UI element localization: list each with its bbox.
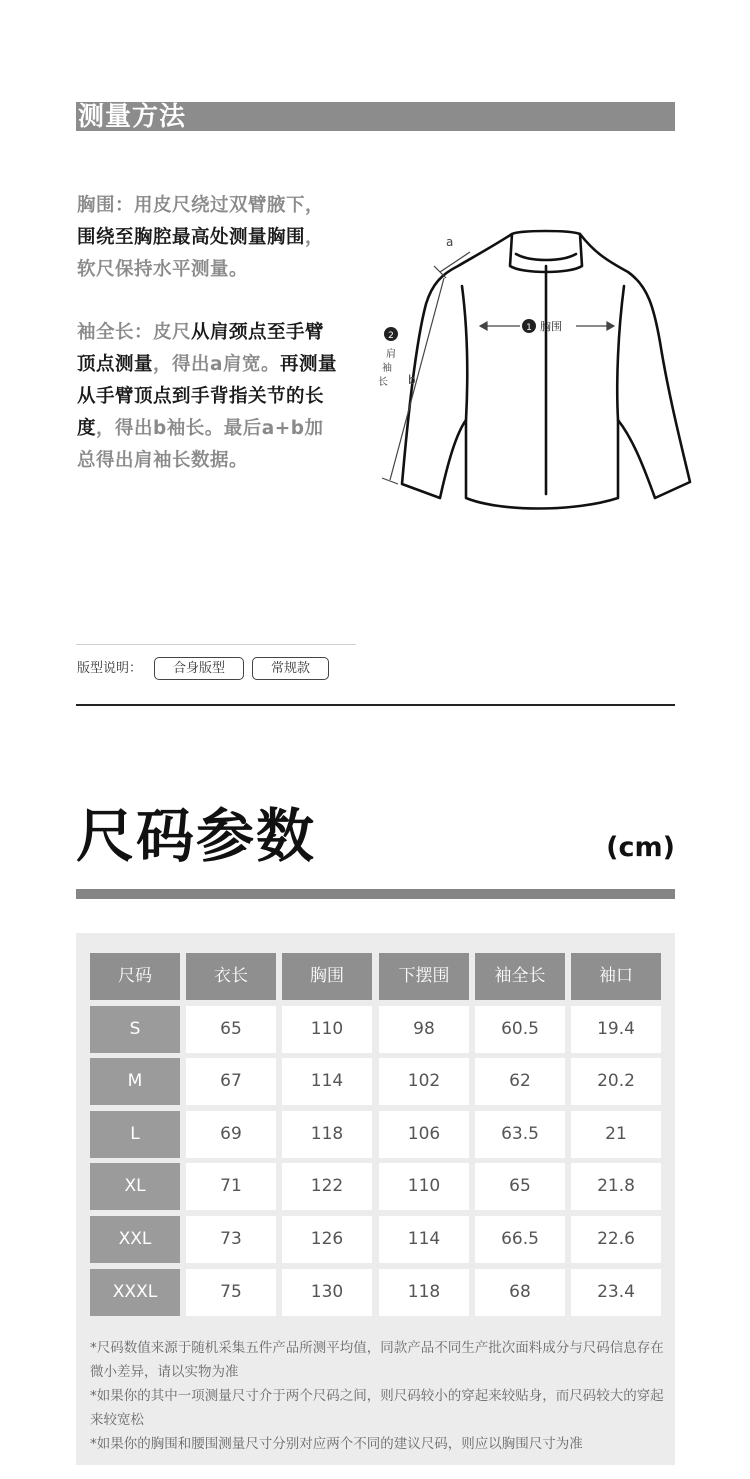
- size-title: 尺码参数: [76, 802, 317, 870]
- table-cell: 102: [379, 1058, 469, 1105]
- table-size-cell: M: [90, 1058, 180, 1105]
- table-cell: 110: [282, 1006, 372, 1053]
- table-cell: 67: [186, 1058, 276, 1105]
- table-size-cell: S: [90, 1006, 180, 1053]
- sleeve-label: 袖全长：: [77, 322, 154, 343]
- table-header-cell: 胸围: [282, 953, 372, 1000]
- table-cell: 66.5: [475, 1216, 565, 1263]
- note-2: *如果你的其中一项测量尺寸介于两个尺码之间，则尺码较小的穿起来较贴身，而尺码较大的穿起来较宽松: [90, 1388, 664, 1428]
- table-cell: 75: [186, 1269, 276, 1316]
- sleeve-text-1: 皮尺: [153, 322, 192, 343]
- sleeve-label-3: 长: [378, 377, 388, 388]
- table-header-cell: 下摆围: [379, 953, 469, 1000]
- table-cell: 68: [475, 1269, 565, 1316]
- chest-text-2: 围绕至胸腔最高处测量胸围: [77, 227, 306, 248]
- label-a: a: [446, 235, 454, 249]
- table-size-cell: L: [90, 1111, 180, 1158]
- unit-label: (cm): [606, 832, 675, 863]
- table-cell: 65: [475, 1163, 565, 1210]
- table-cell: 118: [282, 1111, 372, 1158]
- sleeve-text-4: 再测量从手臂顶点到手背指关节的长度: [77, 354, 338, 439]
- table-cell: 60.5: [475, 1006, 565, 1053]
- table-cell: 21.8: [571, 1163, 661, 1210]
- table-cell: 106: [379, 1111, 469, 1158]
- sleeve-text-2: 从肩颈点至手臂顶点测量: [77, 322, 325, 375]
- chest-text-1: 用皮尺绕过双臂腋下，: [134, 195, 325, 216]
- table-header-cell: 尺码: [90, 953, 180, 1000]
- chest-text-3: ，软尺保持水平测量。: [77, 227, 325, 280]
- table-cell: 62: [475, 1058, 565, 1105]
- size-title-bar: [76, 889, 675, 899]
- note-3: *如果你的胸围和腰围测量尺寸分别对应两个不同的建议尺码，则应以胸围尺寸为准: [90, 1436, 583, 1452]
- notes: [90, 1336, 670, 1456]
- sleeve-text-3: ，得出a肩宽。: [153, 354, 281, 375]
- note-1: *尺码数值来源于随机采集五件产品所测平均值，同款产品不同生产批次面料成分与尺码信息存在微小差异，请以实物为准: [90, 1340, 664, 1380]
- table-size-cell: XL: [90, 1163, 180, 1210]
- sleeve-marker-number: 2: [388, 331, 394, 341]
- table-header-cell: 袖口: [571, 953, 661, 1000]
- table-cell: 69: [186, 1111, 276, 1158]
- sleeve-label-2: 袖: [382, 363, 392, 374]
- table-cell: 118: [379, 1269, 469, 1316]
- jacket-diagram: [370, 222, 700, 512]
- chest-label: 胸围：: [77, 195, 135, 216]
- table-cell: 20.2: [571, 1058, 661, 1105]
- table-header-cell: 衣长: [186, 953, 276, 1000]
- table-cell: 110: [379, 1163, 469, 1210]
- fit-label: 版型说明：: [77, 661, 143, 676]
- table-cell: 21: [571, 1111, 661, 1158]
- jacket-outline: [402, 231, 690, 509]
- table-cell: 63.5: [475, 1111, 565, 1158]
- table-cell: 122: [282, 1163, 372, 1210]
- table-cell: 98: [379, 1006, 469, 1053]
- label-b: b: [408, 373, 416, 387]
- chest-diagram-label: 胸围: [540, 320, 562, 333]
- table-cell: 22.6: [571, 1216, 661, 1263]
- divider-thin: [76, 644, 356, 645]
- fit-tag-slim: 合身版型: [154, 657, 244, 680]
- table-cell: 23.4: [571, 1269, 661, 1316]
- chest-marker-number: 1: [526, 323, 532, 333]
- table-cell: 114: [379, 1216, 469, 1263]
- table-cell: 114: [282, 1058, 372, 1105]
- sleeve-label-1: 肩: [386, 349, 396, 360]
- shoulder-measure-line: [434, 252, 470, 278]
- divider-thick: [76, 704, 675, 706]
- table-cell: 73: [186, 1216, 276, 1263]
- fit-tag-regular: 常规款: [252, 657, 329, 680]
- chest-description: [77, 190, 342, 286]
- table-cell: 130: [282, 1269, 372, 1316]
- measure-title: 测量方法: [78, 102, 187, 132]
- table-size-cell: XXL: [90, 1216, 180, 1263]
- sleeve-description: [77, 317, 342, 477]
- table-size-cell: XXXL: [90, 1269, 180, 1316]
- table-cell: 65: [186, 1006, 276, 1053]
- table-cell: 71: [186, 1163, 276, 1210]
- sleeve-text-5: ，得出b袖长。最后a+b加总得出肩袖长数据。: [77, 418, 324, 471]
- table-cell: 126: [282, 1216, 372, 1263]
- table-header-cell: 袖全长: [475, 953, 565, 1000]
- table-cell: 19.4: [571, 1006, 661, 1053]
